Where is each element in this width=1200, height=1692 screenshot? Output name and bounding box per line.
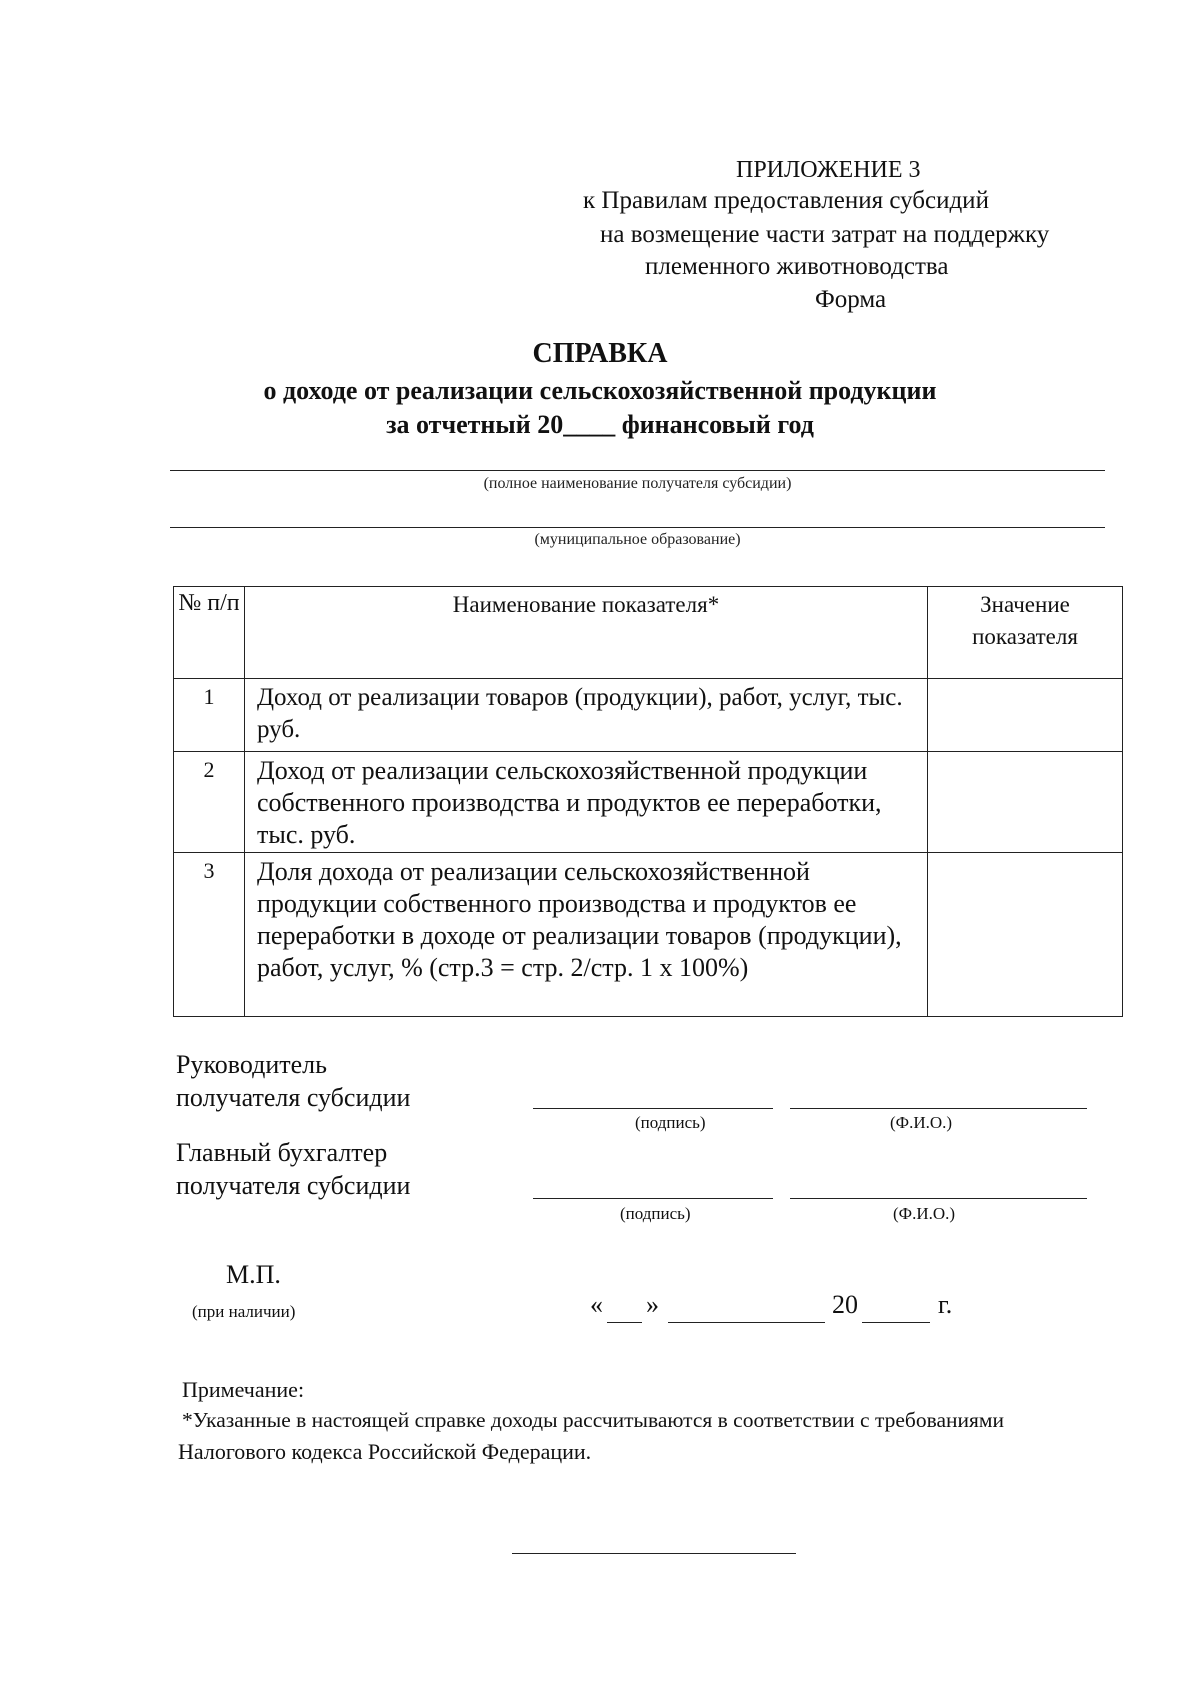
row-indicator-name: Доход от реализации товаров (продукции), работ, услуг, тыс. руб. xyxy=(245,679,928,752)
municipality-caption: (муниципальное образование) xyxy=(534,531,741,548)
reporting-year-line: за отчетный 20____ финансовый год xyxy=(386,410,814,439)
document-subtitle: о доходе от реализации сельскохозяйственной продукции xyxy=(263,376,937,405)
annex-purpose-line: на возмещение части затрат на поддержку xyxy=(600,221,1050,248)
accountant-label-line2: получателя субсидии xyxy=(176,1171,411,1200)
note-text-line2: Налогового кодекса Российской Федерации. xyxy=(178,1439,592,1464)
note-heading: Примечание: xyxy=(182,1377,305,1402)
header-indicator-name: Наименование показателя* xyxy=(245,587,928,679)
accountant-fio-caption: (Ф.И.О.) xyxy=(893,1204,956,1223)
date-year-line[interactable] xyxy=(862,1322,930,1323)
head-signature-line[interactable] xyxy=(533,1108,773,1109)
stamp-label: М.П. xyxy=(226,1260,281,1289)
head-label-line2: получателя субсидии xyxy=(176,1083,411,1112)
accountant-label-line1: Главный бухгалтер xyxy=(176,1138,388,1167)
table-row xyxy=(174,752,1123,853)
stamp-note: (при наличии) xyxy=(192,1302,296,1321)
table-header-row xyxy=(174,587,1123,679)
date-open-quote: « xyxy=(590,1290,603,1319)
note-text-line1: *Указанные в настоящей справке доходы рассчитываются в соответствии с требованиями xyxy=(182,1408,1005,1432)
municipality-line[interactable] xyxy=(170,527,1105,528)
indicators-table xyxy=(173,586,1123,1017)
row-indicator-value[interactable] xyxy=(928,853,1123,1017)
table-row xyxy=(174,853,1123,1017)
date-close-quote: » xyxy=(646,1290,659,1319)
head-signature-caption: (подпись) xyxy=(635,1113,706,1132)
accountant-signature-caption: (подпись) xyxy=(620,1204,691,1223)
row-indicator-name: Доход от реализации сельскохозяйственной продукции собственного производства и продуктов ее переработки, тыс. руб. xyxy=(245,752,928,853)
bottom-separator xyxy=(512,1553,796,1554)
head-label-line1: Руководитель xyxy=(176,1050,327,1079)
header-indicator-value: Значение показателя xyxy=(928,587,1123,679)
annex-subject-line: племенного животноводства xyxy=(645,253,949,280)
accountant-signature-line[interactable] xyxy=(533,1198,773,1199)
row-number: 2 xyxy=(174,752,245,853)
annex-rules-line: к Правилам предоставления субсидий xyxy=(583,187,989,214)
recipient-name-caption: (полное наименование получателя субсидии) xyxy=(483,475,792,492)
header-number: № п/п xyxy=(174,587,245,679)
document-title: СПРАВКА xyxy=(532,338,668,369)
row-number: 1 xyxy=(174,679,245,752)
head-fio-caption: (Ф.И.О.) xyxy=(890,1113,953,1132)
recipient-name-line[interactable] xyxy=(170,470,1105,471)
accountant-fio-line[interactable] xyxy=(790,1198,1087,1199)
date-day-line[interactable] xyxy=(607,1322,642,1323)
row-number: 3 xyxy=(174,853,245,1017)
table-row xyxy=(174,679,1123,752)
date-year-prefix: 20 xyxy=(832,1290,858,1319)
date-month-line[interactable] xyxy=(668,1322,825,1323)
date-year-suffix: г. xyxy=(938,1290,953,1319)
head-fio-line[interactable] xyxy=(790,1108,1087,1109)
row-indicator-value[interactable] xyxy=(928,752,1123,853)
row-indicator-value[interactable] xyxy=(928,679,1123,752)
form-label: Форма xyxy=(815,286,887,313)
row-indicator-name: Доля дохода от реализации сельскохозяйственной продукции собственного производства и продуктов ее переработки в доходе от реализации товаров (продукции), работ, услуг, % (стр.3 = стр. 2/стр. 1 х 100%) xyxy=(245,853,928,1017)
annex-number: ПРИЛОЖЕНИЕ 3 xyxy=(736,157,921,183)
